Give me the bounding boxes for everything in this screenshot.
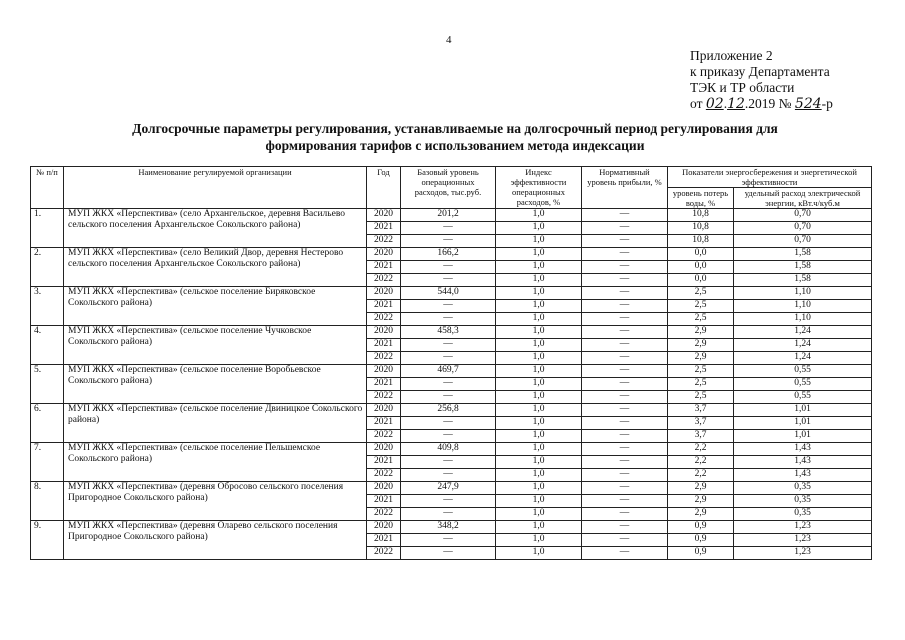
cell-losses: 3,7 [668,417,734,430]
row-number: 5. [31,365,64,404]
row-number: 7. [31,443,64,482]
cell-base: — [401,534,496,547]
header-index: Индекс эффективности операционных расходов, % [496,167,582,209]
cell-index: 1,0 [496,482,582,495]
cell-index: 1,0 [496,378,582,391]
cell-power: 1,10 [734,300,872,313]
header-profit: Нормативный уровень прибыли, % [582,167,668,209]
cell-index: 1,0 [496,469,582,482]
cell-power: 0,55 [734,378,872,391]
cell-index: 1,0 [496,261,582,274]
cell-index: 1,0 [496,209,582,222]
cell-year: 2021 [367,417,401,430]
cell-losses: 0,9 [668,547,734,560]
cell-profit: — [582,287,668,300]
cell-year: 2022 [367,469,401,482]
cell-power: 1,01 [734,404,872,417]
cell-profit: — [582,326,668,339]
cell-year: 2021 [367,300,401,313]
cell-base: 201,2 [401,209,496,222]
cell-power: 1,58 [734,274,872,287]
cell-year: 2022 [367,352,401,365]
cell-year: 2020 [367,521,401,534]
cell-index: 1,0 [496,508,582,521]
date-day: 02 [705,96,724,112]
cell-profit: — [582,378,668,391]
cell-base: — [401,313,496,326]
cell-profit: — [582,404,668,417]
cell-index: 1,0 [496,495,582,508]
cell-index: 1,0 [496,235,582,248]
cell-losses: 0,0 [668,261,734,274]
cell-base: 409,8 [401,443,496,456]
cell-power: 0,35 [734,482,872,495]
cell-year: 2021 [367,534,401,547]
cell-profit: — [582,547,668,560]
cell-losses: 10,8 [668,209,734,222]
cell-year: 2020 [367,443,401,456]
cell-base: — [401,469,496,482]
row-number: 1. [31,209,64,248]
cell-profit: — [582,300,668,313]
appendix-date-line: от 02.12.2019 № 524-р [690,96,833,112]
cell-profit: — [582,521,668,534]
cell-power: 0,35 [734,495,872,508]
cell-base: — [401,378,496,391]
header-energy-group: Показатели энергосбережения и энергетической эффективности [668,167,872,188]
cell-losses: 0,9 [668,521,734,534]
cell-index: 1,0 [496,456,582,469]
cell-year: 2021 [367,378,401,391]
cell-index: 1,0 [496,443,582,456]
cell-profit: — [582,274,668,287]
organization-name: МУП ЖКХ «Перспектива» (сельское поселение Воробьевское Сокольского района) [64,365,367,404]
row-number: 4. [31,326,64,365]
cell-power: 1,01 [734,417,872,430]
cell-power: 1,58 [734,261,872,274]
date-month: 12 [727,96,745,112]
cell-power: 1,43 [734,443,872,456]
cell-year: 2022 [367,430,401,443]
cell-base: — [401,495,496,508]
header-base: Базовый уровень операционных расходов, тыс.руб. [401,167,496,209]
parameters-table [30,166,872,560]
cell-base: 544,0 [401,287,496,300]
date-prefix: от [690,96,703,111]
header-num: № п/п [31,167,64,209]
organization-name: МУП ЖКХ «Перспектива» (сельское поселение Чучковское Сокольского района) [64,326,367,365]
cell-index: 1,0 [496,417,582,430]
cell-year: 2020 [367,209,401,222]
cell-profit: — [582,430,668,443]
cell-losses: 2,2 [668,443,734,456]
title-line: формирования тарифов с использованием метода индексации [265,138,645,153]
cell-index: 1,0 [496,248,582,261]
cell-base: 348,2 [401,521,496,534]
cell-base: — [401,456,496,469]
order-suffix: -р [821,96,833,111]
table-row [31,521,872,534]
cell-base: — [401,274,496,287]
cell-profit: — [582,248,668,261]
table-row [31,287,872,300]
table-row [31,209,872,222]
cell-profit: — [582,209,668,222]
cell-profit: — [582,391,668,404]
cell-index: 1,0 [496,326,582,339]
organization-name: МУП ЖКХ «Перспектива» (деревня Оларево сельского поселения Пригородное Сокольского района) [64,521,367,560]
header-name: Наименование регулируемой организации [64,167,367,209]
cell-losses: 10,8 [668,235,734,248]
cell-profit: — [582,417,668,430]
cell-year: 2022 [367,235,401,248]
cell-losses: 2,5 [668,300,734,313]
cell-profit: — [582,495,668,508]
appendix-line: Приложение 2 [690,48,773,63]
cell-index: 1,0 [496,339,582,352]
organization-name: МУП ЖКХ «Перспектива» (деревня Обросово сельского поселения Пригородное Сокольского района) [64,482,367,521]
row-number: 6. [31,404,64,443]
cell-year: 2022 [367,547,401,560]
cell-index: 1,0 [496,521,582,534]
cell-profit: — [582,443,668,456]
cell-year: 2021 [367,456,401,469]
cell-base: — [401,352,496,365]
organization-name: МУП ЖКХ «Перспектива» (село Великий Двор, деревня Нестерово сельского поселения Архангельское Сокольского района) [64,248,367,287]
header-power: удельный расход электрической энергии, кВт.ч/куб.м [734,188,872,209]
cell-index: 1,0 [496,365,582,378]
cell-index: 1,0 [496,352,582,365]
cell-losses: 2,5 [668,378,734,391]
cell-power: 1,01 [734,430,872,443]
cell-power: 0,55 [734,391,872,404]
cell-profit: — [582,222,668,235]
organization-name: МУП ЖКХ «Перспектива» (сельское поселение Биряковское Сокольского района) [64,287,367,326]
cell-base: — [401,547,496,560]
cell-year: 2021 [367,261,401,274]
cell-profit: — [582,456,668,469]
cell-power: 0,70 [734,235,872,248]
appendix-line: к приказу Департамента [690,64,830,79]
cell-power: 1,10 [734,287,872,300]
cell-profit: — [582,508,668,521]
table-row [31,365,872,378]
cell-losses: 10,8 [668,222,734,235]
cell-power: 1,24 [734,326,872,339]
cell-base: — [401,417,496,430]
cell-power: 1,24 [734,352,872,365]
cell-year: 2021 [367,222,401,235]
organization-name: МУП ЖКХ «Перспектива» (село Архангельское, деревня Васильево сельского поселения Архангельское Сокольского района) [64,209,367,248]
cell-losses: 2,5 [668,287,734,300]
cell-year: 2020 [367,326,401,339]
cell-losses: 3,7 [668,404,734,417]
cell-losses: 2,9 [668,339,734,352]
cell-index: 1,0 [496,404,582,417]
cell-losses: 3,7 [668,430,734,443]
cell-base: — [401,430,496,443]
cell-base: — [401,508,496,521]
cell-index: 1,0 [496,300,582,313]
cell-profit: — [582,469,668,482]
row-number: 8. [31,482,64,521]
row-number: 2. [31,248,64,287]
cell-base: 469,7 [401,365,496,378]
cell-losses: 0,9 [668,534,734,547]
cell-profit: — [582,482,668,495]
table-row [31,404,872,417]
cell-losses: 2,5 [668,365,734,378]
cell-base: — [401,222,496,235]
organization-name: МУП ЖКХ «Перспектива» (сельское поселение Двиницкое Сокольского района) [64,404,367,443]
cell-year: 2020 [367,482,401,495]
cell-year: 2021 [367,495,401,508]
order-number: 524 [794,96,822,112]
header-year: Год [367,167,401,209]
cell-power: 0,70 [734,209,872,222]
cell-index: 1,0 [496,287,582,300]
cell-losses: 2,2 [668,469,734,482]
cell-base: 458,3 [401,326,496,339]
cell-year: 2021 [367,339,401,352]
page-number: 4 [446,34,452,46]
row-number: 3. [31,287,64,326]
cell-power: 1,58 [734,248,872,261]
cell-year: 2022 [367,313,401,326]
cell-power: 1,24 [734,339,872,352]
table-row [31,248,872,261]
cell-base: — [401,391,496,404]
cell-power: 1,23 [734,534,872,547]
cell-index: 1,0 [496,430,582,443]
cell-year: 2020 [367,365,401,378]
cell-losses: 2,2 [668,456,734,469]
cell-base: — [401,339,496,352]
cell-power: 1,23 [734,547,872,560]
cell-losses: 2,9 [668,495,734,508]
cell-losses: 2,5 [668,391,734,404]
cell-losses: 2,9 [668,508,734,521]
cell-power: 0,70 [734,222,872,235]
appendix-block [690,48,833,112]
cell-power: 0,35 [734,508,872,521]
cell-losses: 2,5 [668,313,734,326]
cell-base: — [401,300,496,313]
cell-losses: 0,0 [668,274,734,287]
cell-profit: — [582,313,668,326]
cell-base: — [401,261,496,274]
cell-year: 2022 [367,508,401,521]
table-row [31,482,872,495]
cell-losses: 2,9 [668,352,734,365]
cell-losses: 2,9 [668,482,734,495]
cell-index: 1,0 [496,534,582,547]
cell-index: 1,0 [496,391,582,404]
cell-year: 2020 [367,287,401,300]
cell-profit: — [582,235,668,248]
cell-index: 1,0 [496,547,582,560]
cell-index: 1,0 [496,222,582,235]
cell-year: 2022 [367,391,401,404]
cell-base: — [401,235,496,248]
cell-index: 1,0 [496,274,582,287]
header-losses: уровень потерь воды, % [668,188,734,209]
cell-year: 2020 [367,404,401,417]
cell-power: 1,43 [734,456,872,469]
cell-losses: 2,9 [668,326,734,339]
cell-year: 2022 [367,274,401,287]
cell-profit: — [582,261,668,274]
cell-profit: — [582,534,668,547]
cell-profit: — [582,365,668,378]
cell-losses: 0,0 [668,248,734,261]
organization-name: МУП ЖКХ «Перспектива» (сельское поселение Пельшемское Сокольского района) [64,443,367,482]
cell-power: 1,43 [734,469,872,482]
cell-power: 1,23 [734,521,872,534]
cell-profit: — [582,352,668,365]
cell-profit: — [582,339,668,352]
cell-base: 166,2 [401,248,496,261]
appendix-line: ТЭК и ТР области [690,80,795,95]
cell-year: 2020 [367,248,401,261]
row-number: 9. [31,521,64,560]
cell-power: 0,55 [734,365,872,378]
title-line: Долгосрочные параметры регулирования, устанавливаемые на долгосрочный период регулирования для [132,121,778,136]
table-row [31,443,872,456]
cell-base: 247,9 [401,482,496,495]
cell-base: 256,8 [401,404,496,417]
document-title [70,120,840,154]
cell-index: 1,0 [496,313,582,326]
date-year: .2019 № [744,96,792,111]
cell-power: 1,10 [734,313,872,326]
table-row [31,326,872,339]
